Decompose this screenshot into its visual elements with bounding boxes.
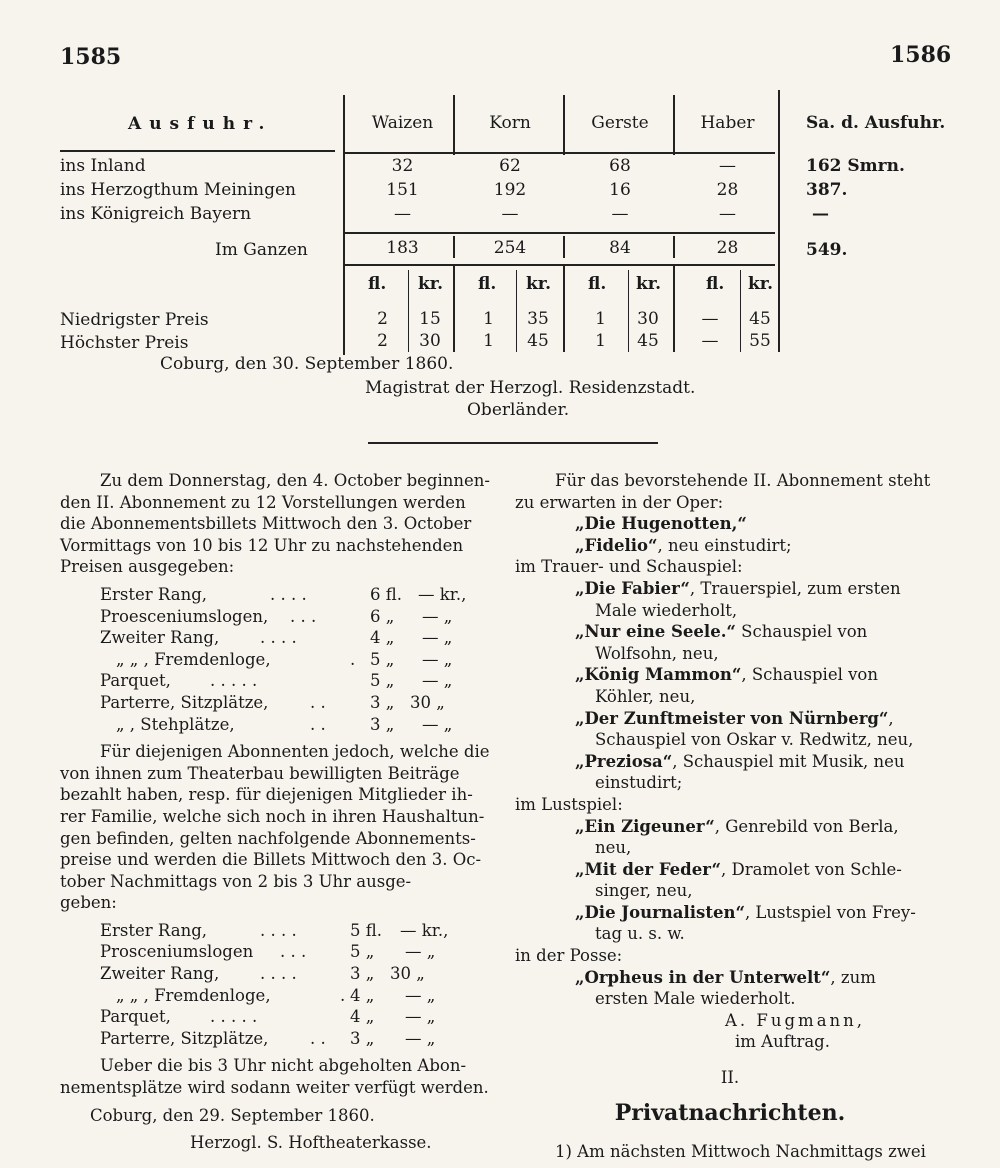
table-divider	[778, 90, 780, 352]
table-divider	[563, 236, 565, 258]
table-cell: 84	[609, 238, 631, 258]
play-entry: „Fidelio“, neu einstudirt;	[575, 535, 792, 555]
row-label-bayern: ins Königreich Bayern	[60, 204, 252, 224]
text-line: tober Nachmittags von 2 bis 3 Uhr ausge-	[60, 871, 412, 891]
price-row: „ , Stehplätze, . . 3 „ — „	[116, 714, 453, 734]
table-cell: —	[394, 204, 411, 224]
play-entry: „Die Hugenotten,“	[575, 514, 747, 534]
table-cell: —	[719, 156, 736, 176]
price-list-1	[60, 584, 490, 735]
genre-heading: im Trauer- und Schauspiel:	[515, 557, 743, 577]
play-entry-cont: Male wiederholt,	[595, 600, 738, 620]
play-entry-cont: Schauspiel von Oskar v. Redwitz, neu,	[595, 730, 914, 750]
play-entry-cont: tag u. s. w.	[595, 924, 685, 944]
table-divider	[453, 266, 455, 352]
table-cell: 1	[595, 309, 606, 329]
play-entry: „Ein Zigeuner“, Genrebild von Berla,	[575, 816, 899, 836]
row-label-min-price: Niedrigster Preis	[60, 310, 209, 330]
section-title: Privatnachrichten.	[614, 1099, 846, 1126]
table-rule	[345, 264, 775, 266]
table-divider	[673, 236, 675, 258]
section-number: II.	[720, 1068, 740, 1088]
play-entry: „Nur eine Seele.“ Schauspiel von	[575, 622, 868, 642]
table-cell: 32	[391, 156, 414, 176]
unit-kr: kr.	[636, 274, 662, 294]
text-line: Vormittags von 10 bis 12 Uhr zu nachstehenden	[60, 535, 464, 555]
unit-kr: kr.	[418, 274, 444, 294]
signature-name: Oberländer.	[467, 400, 570, 420]
price-row: Parquet, . . . . . 5 „ — „	[100, 671, 453, 691]
page-number-right: 1586	[890, 42, 952, 68]
play-entry: „Orpheus in der Unterwelt“, zum	[575, 967, 876, 987]
price-row: Zweiter Rang, . . . . 4 „ — „	[100, 628, 453, 648]
signature-authority: Magistrat der Herzogl. Residenzstadt.	[365, 378, 696, 398]
table-cell: —	[501, 204, 519, 224]
table-row-header: Ausfuhr.	[128, 114, 273, 134]
genre-heading: in der Posse:	[515, 946, 623, 966]
price-row: Parterre, Sitzplätze, . . 3 „ — „	[100, 1028, 436, 1048]
play-entry-cont: einstudirt;	[595, 773, 683, 793]
table-cell: 183	[386, 238, 419, 258]
price-row: Zweiter Rang, . . . . 3 „ 30 „	[100, 964, 425, 984]
price-list-2	[60, 920, 490, 1050]
table-divider	[453, 95, 455, 155]
play-entry-cont: singer, neu,	[595, 881, 693, 901]
signature: Herzogl. S. Hoftheaterkasse.	[190, 1133, 432, 1153]
table-cell: 387.	[806, 180, 848, 200]
table-rule	[345, 152, 775, 154]
col-header-korn: Korn	[489, 113, 531, 133]
price-row: Erster Rang, . . . . 6 fl. — kr.,	[100, 584, 467, 604]
text-line: Für das bevorstehende II. Abonnement steht	[555, 471, 931, 490]
play-entry: „König Mammon“, Schauspiel von	[575, 665, 878, 685]
opera-announcement	[515, 470, 945, 1162]
col-header-haber: Haber	[700, 113, 755, 133]
table-cell: —	[701, 331, 719, 351]
table-cell: —	[812, 204, 829, 224]
table-cell: 549.	[806, 240, 848, 260]
play-entry: „Die Fabier“, Trauerspiel, zum ersten	[575, 578, 901, 598]
table-cell: 1	[483, 331, 494, 351]
table-divider	[740, 270, 741, 352]
table-cell: 2	[377, 331, 388, 351]
table-cell: 1	[595, 331, 606, 351]
text-line: Für diejenigen Abonnenten jedoch, welche die	[100, 742, 490, 762]
table-cell: 192	[493, 180, 527, 200]
price-row: Parterre, Sitzplätze, . . 3 „ 30 „	[100, 692, 445, 712]
table-cell: 30	[419, 331, 441, 351]
text-line: von ihnen zum Theaterbau bewilligten Beiträge	[60, 763, 460, 783]
table-divider	[408, 270, 409, 352]
row-label-max-price: Höchster Preis	[60, 333, 189, 353]
table-cell: —	[719, 204, 736, 224]
play-entry: „Mit der Feder“, Dramolet von Schle-	[575, 859, 902, 879]
price-row: Proesceniumslogen, . . . 6 „ — „	[100, 606, 453, 626]
table-divider	[563, 95, 565, 155]
unit-fl: fl.	[478, 274, 497, 294]
play-entry-cont: Köhler, neu,	[595, 686, 696, 706]
section-divider	[368, 442, 658, 444]
table-cell: 62	[499, 156, 521, 176]
table-cell: 35	[527, 309, 549, 329]
table-cell: 45	[637, 331, 659, 351]
table-divider	[563, 266, 565, 352]
text-line: den II. Abonnement zu 12 Vorstellungen werden	[60, 492, 466, 512]
play-entry-cont: neu,	[595, 838, 632, 858]
play-entry-cont: ersten Male wiederholt.	[595, 989, 796, 1009]
text-line: Zu dem Donnerstag, den 4. October beginnen-	[100, 471, 490, 490]
genre-heading: im Lustspiel:	[515, 794, 623, 814]
signature-place-date: Coburg, den 29. September 1860.	[90, 1105, 375, 1125]
table-cell: 16	[609, 180, 631, 200]
table-cell: 28	[716, 238, 739, 258]
table-cell: 151	[386, 180, 419, 200]
table-cell: 1	[483, 309, 494, 329]
table-cell: 162 Smrn.	[806, 156, 905, 176]
text-line: 1) Am nächsten Mittwoch Nachmittags zwei	[555, 1141, 926, 1161]
row-label-meiningen: ins Herzogthum Meiningen	[60, 180, 296, 200]
play-entry-cont: Wolfsohn, neu,	[595, 643, 719, 663]
unit-fl: fl.	[588, 274, 607, 294]
table-cell: 68	[609, 156, 631, 176]
table-cell: 28	[716, 180, 739, 200]
table-divider	[673, 266, 675, 352]
text-line: zu erwarten in der Oper:	[515, 492, 724, 512]
table-cell: 15	[419, 309, 441, 329]
text-line: Preisen ausgegeben:	[60, 557, 235, 577]
text-line: nementsplätze wird sodann weiter verfügt werden.	[60, 1078, 489, 1098]
play-entry: „Der Zunftmeister von Nürnberg“,	[575, 708, 894, 728]
unit-kr: kr.	[748, 274, 774, 294]
unit-fl: fl.	[706, 274, 725, 294]
table-cell: 45	[749, 309, 771, 329]
price-row: Prosceniumslogen . . . 5 „ — „	[100, 942, 436, 962]
table-divider	[628, 270, 629, 352]
table-rule	[60, 150, 335, 152]
page-number-left: 1585	[60, 44, 122, 70]
table-cell: 2	[377, 309, 388, 329]
price-row: „ „ , Fremdenloge, . 5 „ — „	[116, 649, 453, 669]
theatre-announcement	[60, 470, 490, 1154]
text-line: die Abonnementsbillets Mittwoch den 3. October	[60, 514, 472, 534]
play-entry: „Preziosa“, Schauspiel mit Musik, neu	[575, 751, 905, 771]
table-divider	[343, 95, 345, 355]
text-line: bezahlt haben, resp. für diejenigen Mitglieder ih-	[60, 785, 473, 805]
col-header-waizen: Waizen	[371, 113, 434, 133]
table-divider	[453, 236, 455, 258]
signer-role: im Auftrag.	[735, 1032, 830, 1052]
table-cell: —	[611, 204, 629, 224]
unit-fl: fl.	[368, 274, 387, 294]
signature-place-date: Coburg, den 30. September 1860.	[160, 354, 454, 374]
signer-name: A. Fugmann,	[725, 1010, 866, 1030]
price-row: Erster Rang, . . . . 5 fl. — kr.,	[100, 920, 449, 940]
text-line: preise und werden die Billets Mittwoch den 3. Oc-	[60, 850, 482, 870]
text-line: geben:	[60, 893, 117, 913]
col-header-summe: Sa. d. Ausfuhr.	[806, 113, 946, 133]
table-cell: —	[701, 309, 719, 329]
text-line: rer Familie, welche sich noch in ihren Haushaltun-	[60, 806, 485, 826]
play-entry: „Die Journalisten“, Lustspiel von Frey-	[575, 902, 916, 922]
table-divider	[673, 95, 675, 155]
table-divider	[516, 270, 517, 352]
text-line: Ueber die bis 3 Uhr nicht abgeholten Abon-	[100, 1056, 467, 1076]
table-cell: 45	[527, 331, 549, 351]
row-label-total: Im Ganzen	[215, 240, 308, 260]
table-cell: 30	[637, 309, 659, 329]
row-label-inland: ins Inland	[60, 156, 146, 176]
unit-kr: kr.	[526, 274, 552, 294]
col-header-gerste: Gerste	[591, 113, 649, 133]
table-cell: 55	[749, 331, 771, 351]
price-row: Parquet, . . . . . 4 „ — „	[100, 1007, 436, 1027]
price-row: „ „ , Fremdenloge, . 4 „ — „	[116, 985, 436, 1005]
table-cell: 254	[493, 238, 527, 258]
table-rule	[345, 232, 775, 234]
text-line: gen befinden, gelten nachfolgende Abonnements-	[60, 828, 476, 848]
